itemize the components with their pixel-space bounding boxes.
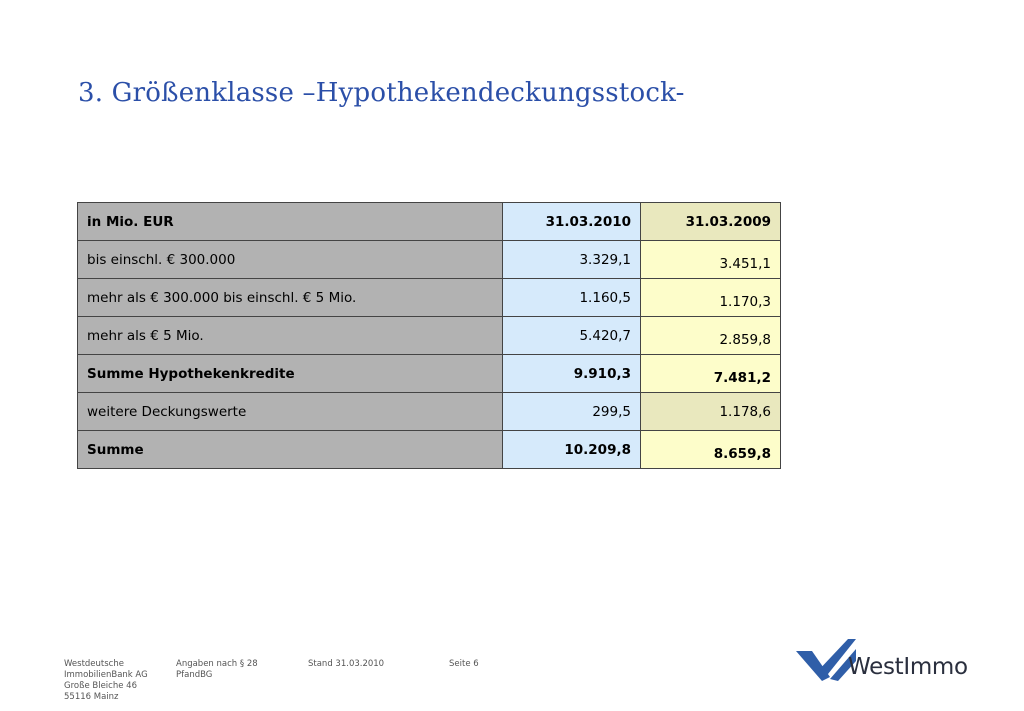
table-row [78, 317, 781, 355]
footer-company [64, 659, 148, 703]
value-2009: 1.178,6 [641, 393, 781, 431]
footer-line: Westdeutsche [64, 659, 124, 669]
value-2009: 3.451,1 [641, 241, 781, 279]
header-2010: 31.03.2010 [503, 203, 641, 241]
value-2010: 5.420,7 [503, 317, 641, 355]
row-label: mehr als € 300.000 bis einschl. € 5 Mio. [78, 279, 503, 317]
page-title: 3. Größenklasse –Hypothekendeckungsstock- [78, 78, 685, 108]
footer-law [176, 659, 258, 681]
value-2009: 2.859,8 [641, 317, 781, 355]
value-2009: 8.659,8 [641, 431, 781, 469]
table-row [78, 241, 781, 279]
footer-line: ImmobilienBank AG [64, 670, 148, 680]
footer-page: Seite 6 [449, 659, 479, 669]
row-label: Summe [78, 431, 503, 469]
coverage-table [77, 202, 781, 469]
header-label: in Mio. EUR [78, 203, 503, 241]
footer-date: Stand 31.03.2010 [308, 659, 385, 669]
row-label: weitere Deckungswerte [78, 393, 503, 431]
footer-line: Große Bleiche 46 [64, 681, 137, 691]
row-label: Summe Hypothekenkredite [78, 355, 503, 393]
header-2009: 31.03.2009 [641, 203, 781, 241]
row-label: bis einschl. € 300.000 [78, 241, 503, 279]
footer-line: 55116 Mainz [64, 692, 119, 702]
value-2010: 10.209,8 [503, 431, 641, 469]
table-row-subtotal [78, 355, 781, 393]
value-2009: 7.481,2 [641, 355, 781, 393]
value-2009: 1.170,3 [641, 279, 781, 317]
value-2010: 3.329,1 [503, 241, 641, 279]
logo-text: WestImmo [848, 654, 968, 680]
row-label: mehr als € 5 Mio. [78, 317, 503, 355]
value-2010: 299,5 [503, 393, 641, 431]
table-row [78, 393, 781, 431]
table-row-total [78, 431, 781, 469]
table-header-row [78, 203, 781, 241]
footer-line: Angaben nach § 28 [176, 659, 258, 669]
table-row [78, 279, 781, 317]
footer-line: PfandBG [176, 670, 213, 680]
value-2010: 1.160,5 [503, 279, 641, 317]
value-2010: 9.910,3 [503, 355, 641, 393]
